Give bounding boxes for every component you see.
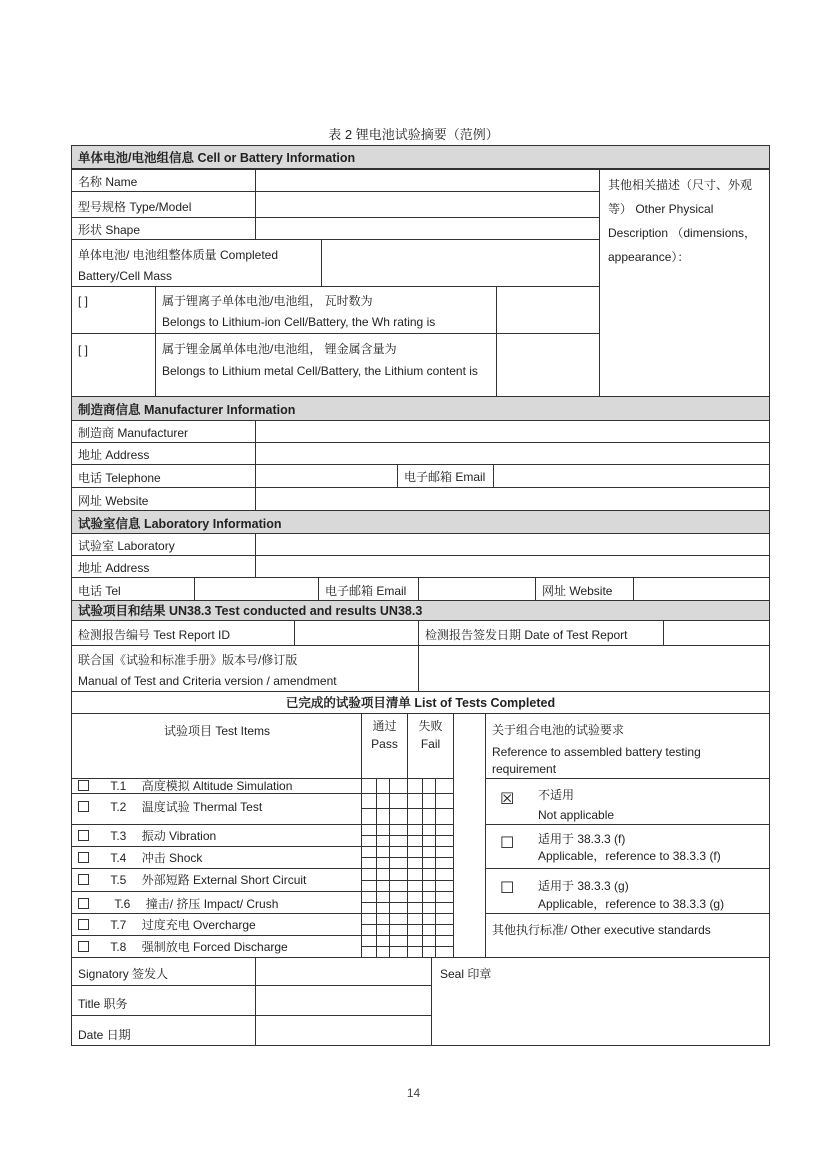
- page-title: 表 2 锂电池试验摘要（范例）: [328, 127, 499, 142]
- manufacturer-email-label: 电子邮箱 Email: [397, 464, 494, 488]
- signatory-label: Signatory 签发人: [71, 957, 256, 986]
- test-t8-code: T.8: [110, 940, 127, 954]
- test-t4-checkbox[interactable]: [78, 852, 89, 863]
- test-t3-label: 振动 Vibration: [141, 829, 217, 843]
- row-separator: [362, 868, 453, 869]
- row-separator: [362, 857, 453, 858]
- manufacturer-telephone-label: 电话 Telephone: [71, 464, 256, 488]
- laboratory-label: 试验室 Laboratory: [71, 533, 256, 556]
- manufacturer-website-value[interactable]: [255, 487, 770, 511]
- ion-description-cn: 属于锂离子单体电池/电池组， 瓦时数为: [162, 294, 373, 308]
- option-38-3-3-f-en: Applicable，reference to 38.3.3 (f): [538, 849, 721, 863]
- date-value[interactable]: [255, 1015, 432, 1046]
- test-t1-label: 高度模拟 Altitude Simulation: [141, 779, 293, 793]
- shape-value[interactable]: [255, 217, 600, 240]
- name-value[interactable]: [255, 169, 600, 192]
- test-t1-checkbox[interactable]: [78, 780, 89, 791]
- tests-header: 试验项目和结果 UN38.3 Test conducted and results UN38.3: [71, 600, 770, 621]
- signatory-value[interactable]: [255, 957, 432, 986]
- laboratory-website-value[interactable]: [633, 577, 770, 601]
- row-separator: [362, 808, 453, 809]
- manufacturer-website-label: 网址 Website: [71, 487, 256, 511]
- spacer-column: [453, 713, 486, 958]
- row-separator: [362, 793, 453, 794]
- option-38-3-3-g-cn: 适用于 38.3.3 (g): [538, 879, 629, 893]
- manufacturer-address-label: 地址 Address: [71, 442, 256, 465]
- date-label: Date 日期: [71, 1015, 256, 1046]
- row-separator: [362, 846, 453, 847]
- test-t3-checkbox[interactable]: [78, 830, 89, 841]
- other-standards: 其他执行标准/ Other executive standards: [485, 913, 770, 958]
- test-row-t4: [71, 846, 362, 869]
- name-label: 名称 Name: [71, 169, 256, 192]
- ion-description-en: Belongs to Lithium-ion Cell/Battery, the Wh rating is: [162, 315, 436, 329]
- manufacturer-email-value[interactable]: [493, 464, 770, 488]
- test-t7-checkbox[interactable]: [78, 919, 89, 930]
- title-label: Title 职务: [71, 985, 256, 1016]
- laboratory-tel-value[interactable]: [194, 577, 319, 601]
- option-not-applicable[interactable]: [485, 778, 770, 825]
- test-row-t5: [71, 868, 362, 892]
- title-value[interactable]: [255, 985, 432, 1016]
- assembled-header: [485, 713, 770, 779]
- manual-label-en: Manual of Test and Criteria version / amendment: [78, 674, 337, 688]
- ion-value[interactable]: [496, 286, 600, 334]
- test-t5-checkbox[interactable]: [78, 874, 89, 885]
- test-t2-code: T.2: [110, 800, 127, 814]
- test-t4-code: T.4: [110, 851, 127, 865]
- row-separator: [362, 891, 453, 892]
- laboratory-address-label: 地址 Address: [71, 555, 256, 578]
- mass-label-en: Battery/Cell Mass: [78, 269, 173, 283]
- metal-description-en: Belongs to Lithium metal Cell/Battery, the Lithium content is: [162, 364, 478, 378]
- test-t4-label: 冲击 Shock: [141, 851, 203, 865]
- report-id-value[interactable]: [294, 620, 419, 646]
- test-row-t2: [71, 793, 362, 825]
- test-t7-code: T.7: [110, 918, 127, 932]
- test-t5-label: 外部短路 External Short Circuit: [141, 873, 307, 887]
- laboratory-email-value[interactable]: [418, 577, 536, 601]
- test-row-t1: [71, 778, 362, 794]
- test-items-header: 试验项目 Test Items: [71, 713, 362, 779]
- ion-checkbox[interactable]: [ ]: [71, 286, 156, 334]
- test-t7-label: 过度充电 Overcharge: [141, 918, 256, 932]
- seal-label: Seal 印章: [440, 967, 492, 981]
- test-t1-code: T.1: [110, 779, 127, 793]
- assembled-header-cn: 关于组合电池的试验要求: [492, 723, 625, 737]
- report-id-label: 检测报告编号 Test Report ID: [71, 620, 295, 646]
- cell-info-header: 单体电池/电池组信息 Cell or Battery Information: [71, 145, 770, 169]
- manual-label-cn: 联合国《试验和标准手册》版本号/修订版: [78, 653, 298, 667]
- option-38-3-3-f[interactable]: [485, 824, 770, 869]
- manual-value[interactable]: [418, 645, 770, 692]
- test-t8-label: 强制放电 Forced Discharge: [141, 940, 288, 954]
- assembled-header-en: Reference to assembled battery testing requirement: [492, 745, 701, 776]
- test-t6-label: 撞击/ 挤压 Impact/ Crush: [145, 897, 279, 911]
- manual-label: [71, 645, 419, 692]
- test-row-t8: [71, 935, 362, 958]
- test-row-t6: [71, 891, 362, 914]
- test-t6-checkbox[interactable]: [78, 898, 89, 909]
- shape-label: 形状 Shape: [71, 217, 256, 240]
- test-t3-code: T.3: [110, 829, 127, 843]
- row-separator: [362, 946, 453, 947]
- seal-area[interactable]: [431, 957, 770, 1046]
- test-row-t7: [71, 913, 362, 936]
- laboratory-email-label: 电子邮箱 Email: [318, 577, 419, 601]
- test-t8-checkbox[interactable]: [78, 941, 89, 952]
- row-separator: [362, 913, 453, 914]
- metal-description: [155, 333, 497, 397]
- test-t2-checkbox[interactable]: [78, 801, 89, 812]
- option-38-3-3-f-cn: 适用于 38.3.3 (f): [538, 832, 626, 846]
- row-separator: [362, 924, 453, 925]
- row-separator: [362, 835, 453, 836]
- report-date-label: 检测报告签发日期 Date of Test Report: [418, 620, 664, 646]
- test-t2-label: 温度试验 Thermal Test: [141, 800, 263, 814]
- model-label: 型号规格 Type/Model: [71, 191, 256, 218]
- row-separator: [362, 902, 453, 903]
- laboratory-website-label: 网址 Website: [535, 577, 634, 601]
- ion-description: [155, 286, 497, 334]
- metal-value[interactable]: [496, 333, 600, 397]
- page-number: 14: [406, 1086, 421, 1100]
- laboratory-address-value[interactable]: [255, 555, 770, 578]
- laboratory-header: 试验室信息 Laboratory Information: [71, 510, 770, 534]
- report-date-value[interactable]: [663, 620, 770, 646]
- row-separator: [362, 824, 453, 825]
- metal-description-cn: 属于锂金属单体电池/电池组， 锂金属含量为: [162, 342, 397, 356]
- row-separator: [362, 880, 453, 881]
- pass-header: 通过 Pass: [361, 713, 408, 779]
- test-row-t3: [71, 824, 362, 847]
- manufacturer-header: 制造商信息 Manufacturer Information: [71, 396, 770, 421]
- model-value[interactable]: [255, 191, 600, 218]
- option-38-3-3-g-en: Applicable，reference to 38.3.3 (g): [538, 897, 725, 911]
- option-38-3-3-f-checkbox[interactable]: ☐: [500, 835, 515, 852]
- option-not-applicable-cn: 不适用: [538, 788, 575, 802]
- manufacturer-value[interactable]: [255, 420, 770, 443]
- laboratory-tel-label: 电话 Tel: [71, 577, 195, 601]
- metal-checkbox[interactable]: [ ]: [71, 333, 156, 397]
- option-not-applicable-en: Not applicable: [538, 808, 615, 822]
- other-description: 其他相关描述（尺寸、外观等） Other Physical Description （dimensions，appearance）：: [599, 169, 770, 397]
- mass-label: [71, 239, 322, 287]
- option-38-3-3-g[interactable]: [485, 868, 770, 914]
- test-t5-code: T.5: [110, 873, 127, 887]
- option-not-applicable-checkbox[interactable]: ☒: [500, 791, 515, 808]
- completed-tests-header: 已完成的试验项目清单 List of Tests Completed: [71, 691, 770, 714]
- mass-label-cn: 单体电池/ 电池组整体质量 Completed: [78, 248, 279, 262]
- row-separator: [362, 935, 453, 936]
- mass-value[interactable]: [321, 239, 600, 287]
- test-t6-code: T.6: [114, 897, 131, 911]
- option-38-3-3-g-checkbox[interactable]: ☐: [500, 880, 515, 897]
- fail-header: 失败 Fail: [407, 713, 454, 779]
- manufacturer-label: 制造商 Manufacturer: [71, 420, 256, 443]
- manufacturer-telephone-value[interactable]: [255, 464, 398, 488]
- manufacturer-address-value[interactable]: [255, 442, 770, 465]
- laboratory-value[interactable]: [255, 533, 770, 556]
